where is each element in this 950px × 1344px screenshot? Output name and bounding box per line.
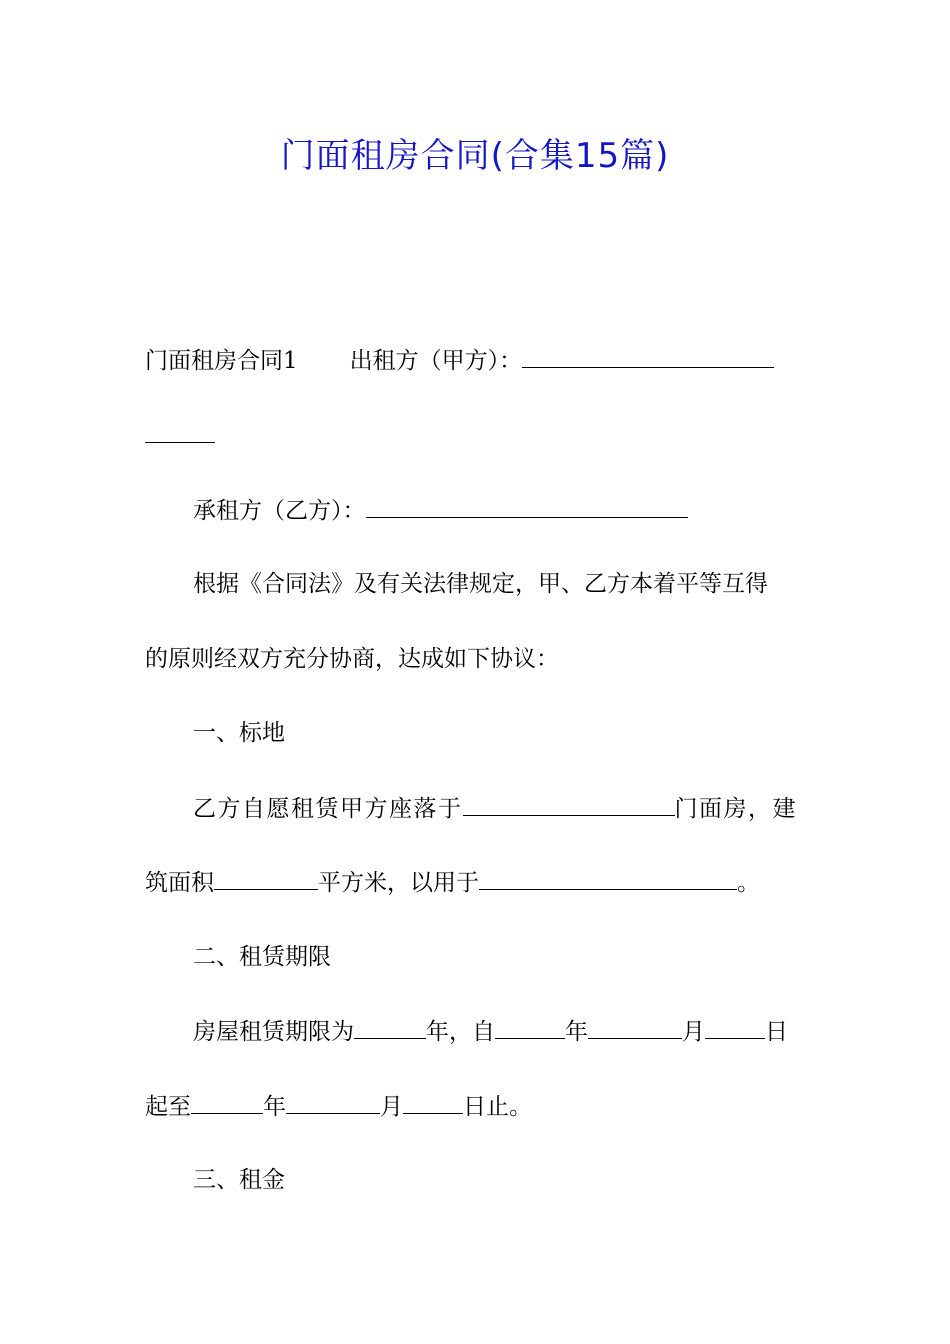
section-1-paragraph-line-1 bbox=[145, 793, 858, 824]
end-day-blank bbox=[403, 1091, 463, 1114]
section-2-text-h: 月 bbox=[380, 1094, 403, 1120]
contract-heading-line bbox=[145, 345, 810, 376]
lessee-blank bbox=[366, 495, 688, 518]
lessor-blank-continued bbox=[145, 420, 215, 443]
section-2-text-d: 月 bbox=[682, 1019, 705, 1045]
area-blank bbox=[214, 867, 318, 890]
section-1-text-e: 。 bbox=[737, 870, 760, 896]
start-month-blank bbox=[588, 1016, 682, 1039]
document-title: 门面租房合同(合集15篇) bbox=[280, 136, 670, 176]
section-2-text-g: 年 bbox=[263, 1094, 286, 1120]
section-3-title-line bbox=[145, 1165, 858, 1195]
term-years-blank bbox=[354, 1016, 426, 1039]
intro-text-1: 根据《合同法》及有关法律规定，甲、乙方本着平等互得 bbox=[193, 571, 768, 597]
start-year-blank bbox=[495, 1016, 565, 1039]
section-2-text-b: 年，自 bbox=[426, 1019, 495, 1045]
section-2-paragraph-line-2 bbox=[145, 1091, 810, 1122]
section-1-title-line bbox=[145, 718, 858, 748]
usage-blank bbox=[479, 867, 737, 890]
lessor-label: 出租方（甲方）： bbox=[349, 348, 523, 374]
section-2-text-a: 房屋租赁期限为 bbox=[193, 1019, 354, 1045]
lessee-label: 承租方（乙方）： bbox=[193, 498, 366, 524]
section-2-title: 二、租赁期限 bbox=[193, 944, 331, 970]
location-blank bbox=[463, 793, 675, 816]
lessor-blank-continued-line bbox=[145, 420, 810, 451]
section-1-text-b: 门面房，建 bbox=[674, 796, 797, 822]
section-1-text-a: 乙方自愿租赁甲方座落于 bbox=[193, 796, 463, 822]
section-1-paragraph-line-2 bbox=[145, 867, 810, 898]
section-1-text-c: 筑面积 bbox=[145, 870, 214, 896]
end-month-blank bbox=[286, 1091, 380, 1114]
intro-text-2: 的原则经双方充分协商，达成如下协议： bbox=[145, 646, 559, 672]
section-3-title: 三、租金 bbox=[193, 1167, 285, 1193]
lessee-line bbox=[145, 495, 858, 526]
section-2-paragraph-line-1 bbox=[145, 1016, 858, 1047]
start-day-blank bbox=[705, 1016, 765, 1039]
section-2-text-c: 年 bbox=[565, 1019, 588, 1045]
end-year-blank bbox=[191, 1091, 263, 1114]
intro-line-2 bbox=[145, 644, 810, 674]
section-2-text-f: 起至 bbox=[145, 1094, 191, 1120]
section-1-text-d: 平方米，以用于 bbox=[318, 870, 479, 896]
intro-line-1 bbox=[145, 569, 858, 599]
section-2-text-i: 日止。 bbox=[463, 1094, 532, 1120]
contract-heading: 门面租房合同1 bbox=[145, 348, 298, 374]
section-1-title: 一、标地 bbox=[193, 720, 285, 746]
lessor-blank bbox=[522, 345, 774, 368]
section-2-title-line bbox=[145, 942, 858, 972]
section-2-text-e: 日 bbox=[765, 1019, 788, 1045]
